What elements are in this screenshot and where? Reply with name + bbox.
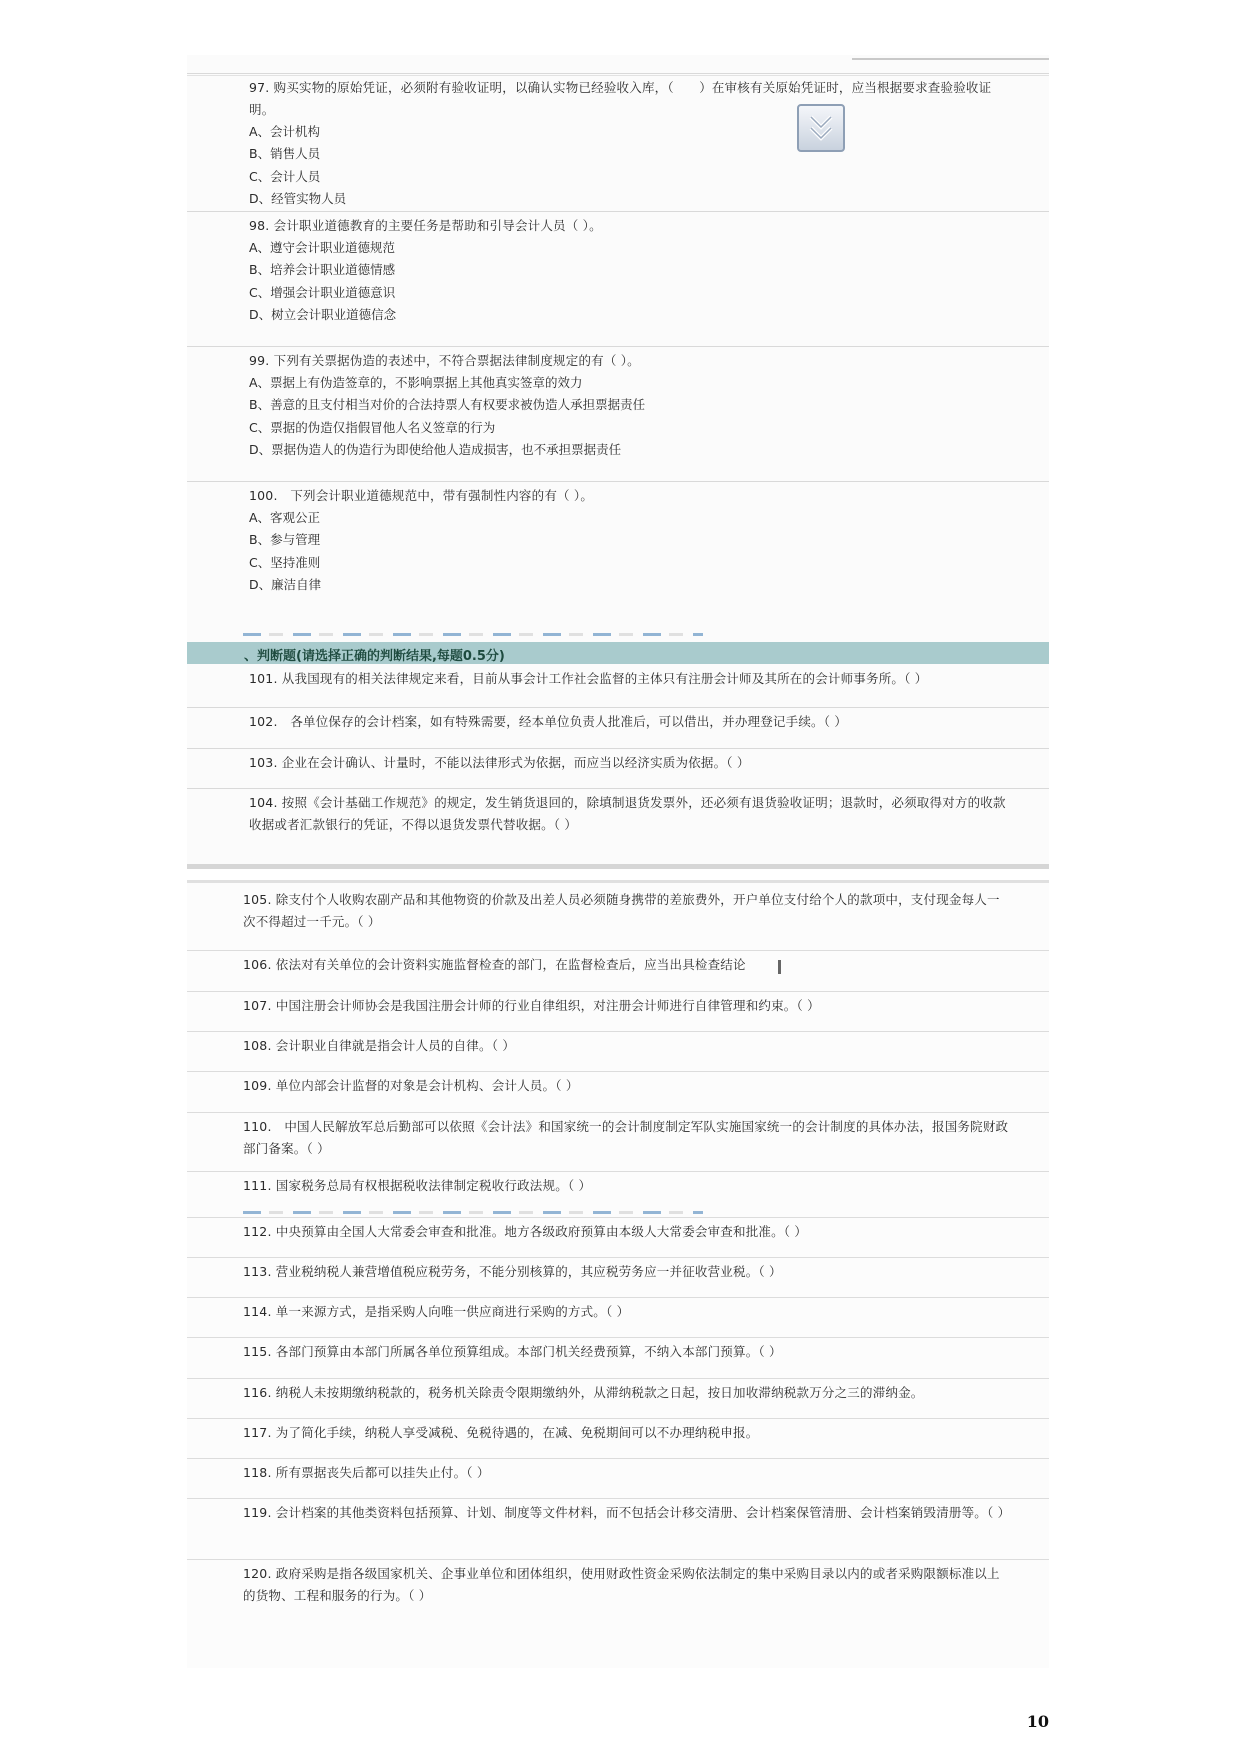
judgment-text: 109. 单位内部会计监督的对象是会计机构、会计人员。（ ）	[243, 1078, 579, 1093]
judgment-text: 115. 各部门预算由本部门所属各单位预算组成。本部门机关经费预算，不纳入本部门预算。（ ）	[243, 1344, 782, 1359]
option-d[interactable]: D、廉洁自律	[249, 577, 322, 593]
judgment-text: 107. 中国注册会计师协会是我国注册会计师的行业自律组织，对注册会计师进行自律管理和约束。（ ）	[243, 998, 820, 1013]
judgment-text: 105. 除支付个人收购农副产品和其他物资的价款及出差人员必须随身携带的差旅费外，开户单位支付给个人的款项中，支付现金每人一次不得超过一千元。（ ）	[243, 892, 1000, 929]
section-banner-title: 、判断题(请选择正确的判断结果,每题0.5分)	[244, 649, 505, 664]
question-98	[187, 211, 1049, 327]
judgment-text: 103. 企业在会计确认、计量时，不能以法律形式为依据，而应当以经济实质为依据。（ ）	[249, 755, 750, 770]
judgment-107	[187, 991, 1049, 1017]
judgment-120	[187, 1559, 1049, 1607]
judgment-text: 110. 中国人民解放军总后勤部可以依照《会计法》和国家统一的会计制度制定军队实施国家统一的会计制度的具体办法，报国务院财政部门备案。（ ）	[243, 1119, 1009, 1156]
page-number: 10	[1026, 1712, 1049, 1731]
question-stem: 98. 会计职业道德教育的主要任务是帮助和引导会计人员（ ）。	[249, 218, 602, 233]
option-b[interactable]: B、销售人员	[249, 146, 321, 162]
option-a[interactable]: A、遵守会计职业道德规范	[249, 240, 396, 255]
judgment-text: 102. 各单位保存的会计档案，如有特殊需要，经本单位负责人批准后，可以借出，并办理登记手续。（ ）	[249, 714, 848, 729]
option-c[interactable]: C、坚持准则	[249, 554, 321, 570]
screenshot-panel-1	[187, 55, 1049, 865]
judgment-text: 106. 依法对有关单位的会计资料实施监督检查的部门，在监督检查后，应当出具检查结论	[243, 957, 746, 972]
question-100	[187, 481, 1049, 597]
judgment-text: 112. 中央预算由全国人大常委会审查和批准。地方各级政府预算由本级人大常委会审查和批准。（ ）	[243, 1224, 808, 1239]
judgment-102	[187, 707, 1049, 733]
judgment-110	[187, 1112, 1049, 1160]
question-stem: 100. 下列会计职业道德规范中，带有强制性内容的有（ ）。	[249, 488, 594, 503]
judgment-101	[187, 665, 1049, 690]
option-d[interactable]: D、票据伪造人的伪造行为即使给他人造成损害，也不承担票据责任	[249, 442, 622, 458]
judgment-108	[187, 1031, 1049, 1057]
judgment-text: 119. 会计档案的其他类资料包括预算、计划、制度等文件材料，而不包括会计移交清册、会计档案保管清册、会计档案销毁清册等。（ ）	[243, 1505, 1011, 1520]
scan-artifact	[243, 1211, 703, 1214]
option-b[interactable]: B、参与管理	[249, 532, 321, 548]
section-banner	[187, 642, 1049, 664]
judgment-text: 120. 政府采购是指各级国家机关、企事业单位和团体组织，使用财政性资金采购依法制定的集中采购目录以内的或者采购限额标准以上的货物、工程和服务的行为。（ ）	[243, 1566, 1000, 1603]
question-stem: 99. 下列有关票据伪造的表述中，不符合票据法律制度规定的有（ ）。	[249, 353, 640, 368]
double-chevron-down-icon	[807, 112, 835, 146]
judgment-116	[187, 1378, 1049, 1404]
judgment-114	[187, 1297, 1049, 1323]
judgment-111	[187, 1171, 1049, 1197]
option-a[interactable]: A、会计机构	[249, 124, 321, 139]
top-rule	[852, 58, 1049, 60]
judgment-text: 113. 营业税纳税人兼营增值税应税劳务，不能分别核算的，其应税劳务应一并征收营业税。（ ）	[243, 1264, 782, 1279]
scroll-down-button[interactable]	[797, 104, 845, 152]
judgment-text: 116. 纳税人未按期缴纳税款的，税务机关除责令限期缴纳外，从滞纳税款之日起，按日加收滞纳税款万分之三的滞纳金。	[243, 1385, 924, 1400]
question-stem: 97. 购买实物的原始凭证，必须附有验收证明，以确认实物已经验收入库，（ ）在审核有关原始凭证时，应当根据要求查验验收证明。	[249, 80, 992, 117]
judgment-text: 101. 从我国现有的相关法律规定来看，目前从事会计工作社会监督的主体只有注册会计师及其所在的会计师事务所。（ ）	[249, 671, 928, 686]
text-cursor	[778, 960, 781, 974]
screenshot-divider	[187, 864, 1049, 869]
option-a[interactable]: A、票据上有伪造签章的，不影响票据上其他真实签章的效力	[249, 375, 583, 390]
option-b[interactable]: B、培养会计职业道德情感	[249, 262, 396, 278]
judgment-103	[187, 748, 1049, 774]
judgment-109	[187, 1071, 1049, 1097]
option-c[interactable]: C、增强会计职业道德意识	[249, 284, 396, 300]
judgment-113	[187, 1257, 1049, 1283]
question-97	[187, 73, 1049, 211]
judgment-106	[187, 950, 1049, 976]
option-b[interactable]: B、善意的且支付相当对价的合法持票人有权要求被伪造人承担票据责任	[249, 397, 646, 413]
option-d[interactable]: D、经管实物人员	[249, 191, 347, 207]
judgment-115	[187, 1337, 1049, 1363]
option-c[interactable]: C、会计人员	[249, 168, 321, 184]
option-d[interactable]: D、树立会计职业道德信念	[249, 307, 397, 323]
judgment-105	[187, 886, 1049, 933]
judgment-119	[187, 1498, 1049, 1524]
screenshot-panel-2	[187, 883, 1049, 1668]
scan-artifact	[243, 633, 703, 636]
judgment-text: 111. 国家税务总局有权根据税收法律制定税收行政法规。（ ）	[243, 1178, 592, 1193]
judgment-text: 114. 单一来源方式，是指采购人向唯一供应商进行采购的方式。（ ）	[243, 1304, 630, 1319]
judgment-text: 117. 为了简化手续，纳税人享受减税、免税待遇的，在减、免税期间可以不办理纳税申报。	[243, 1425, 759, 1440]
judgment-112	[187, 1217, 1049, 1243]
option-a[interactable]: A、客观公正	[249, 510, 321, 525]
judgment-text: 104. 按照《会计基础工作规范》的规定，发生销货退回的，除填制退货发票外，还必须有退货验收证明；退款时，必须取得对方的收款收据或者汇款银行的凭证，不得以退货发票代替收据。（ ）	[249, 795, 1006, 832]
judgment-104	[187, 788, 1049, 836]
judgment-text: 118. 所有票据丧失后都可以挂失止付。（ ）	[243, 1465, 490, 1480]
option-c[interactable]: C、票据的伪造仅指假冒他人名义签章的行为	[249, 419, 496, 435]
judgment-text: 108. 会计职业自律就是指会计人员的自律。（ ）	[243, 1038, 516, 1053]
judgment-118	[187, 1458, 1049, 1484]
question-99	[187, 346, 1049, 462]
judgment-117	[187, 1418, 1049, 1444]
